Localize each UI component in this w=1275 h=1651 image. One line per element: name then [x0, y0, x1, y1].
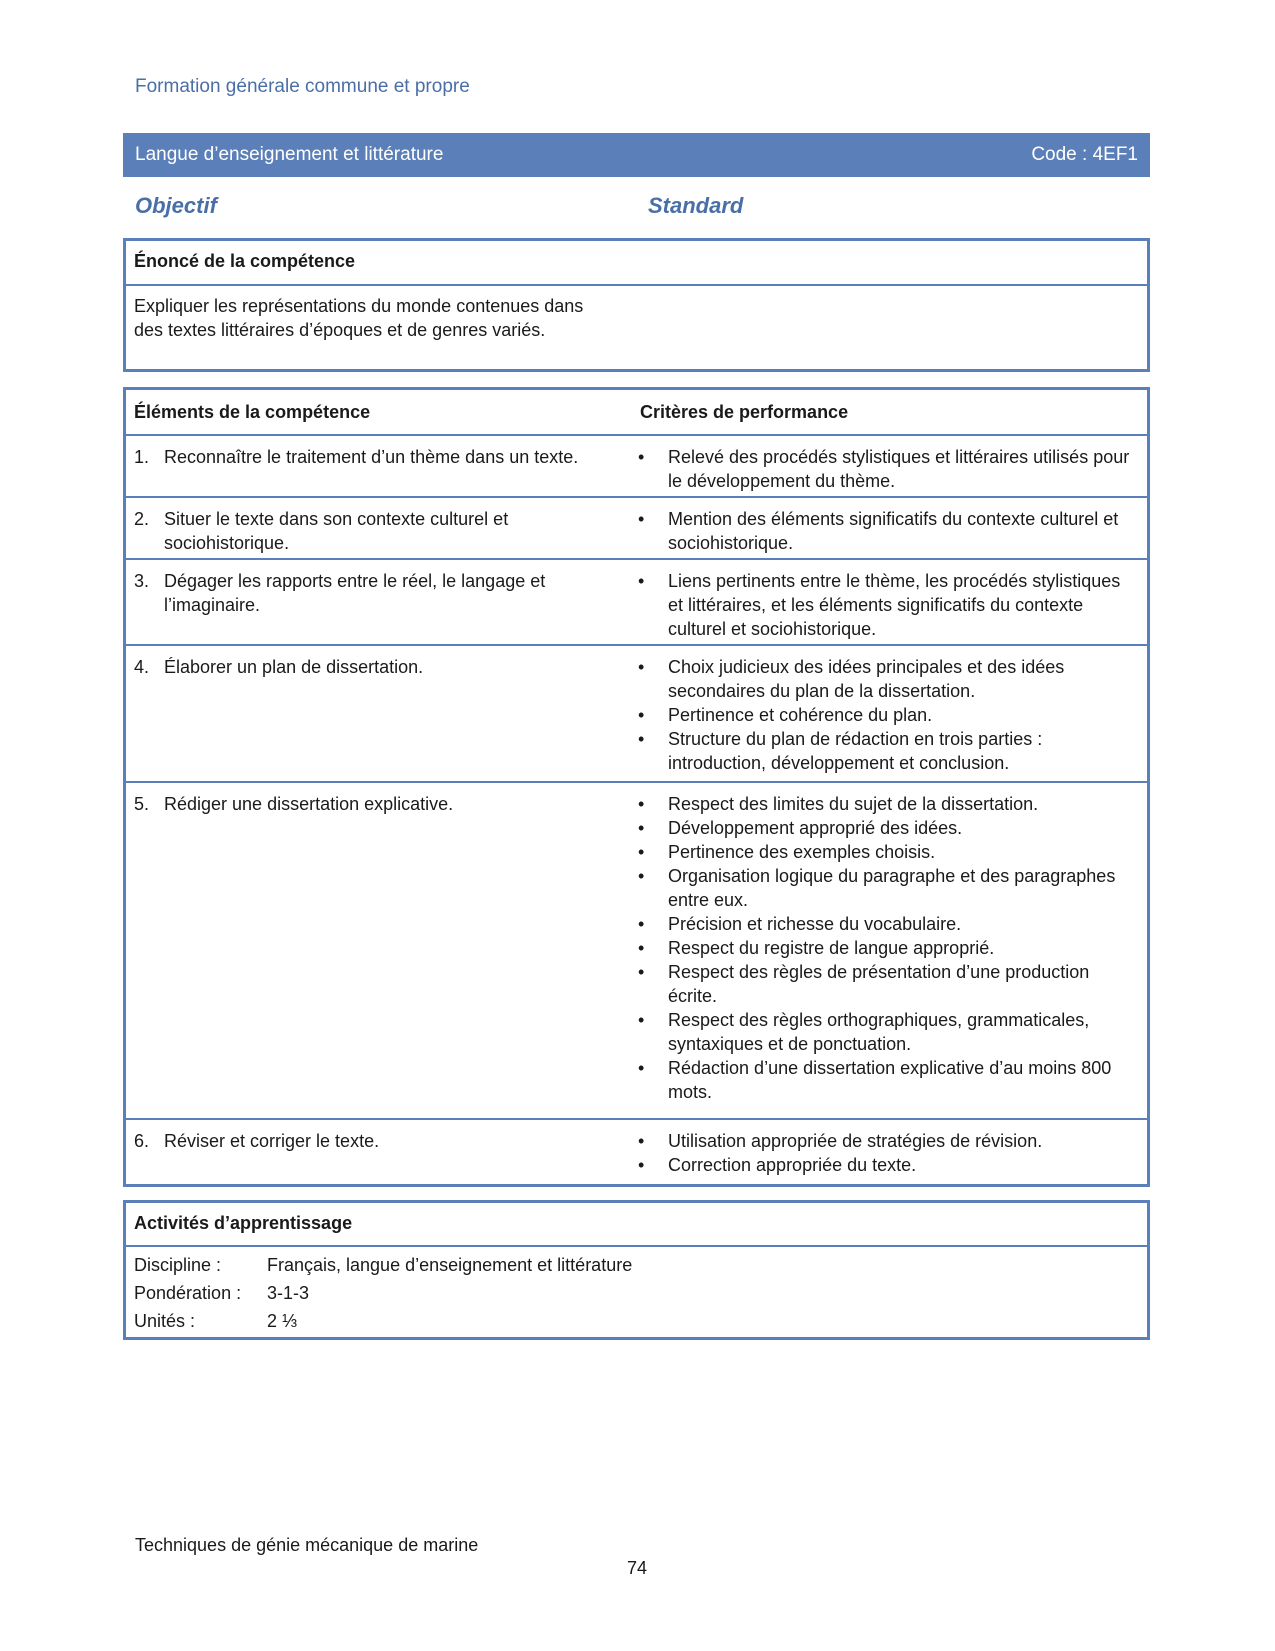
element-row — [126, 783, 1147, 1120]
element-row — [126, 646, 1147, 783]
bullet-icon: • — [638, 842, 645, 862]
criterion-text: Développement approprié des idées. — [668, 818, 963, 838]
activite-value: 3-1-3 — [267, 1283, 310, 1303]
bullet-icon: • — [638, 447, 645, 467]
criterion-item — [638, 1008, 1137, 1056]
criterion-item — [638, 569, 1137, 641]
criterion-text: Correction appropriée du texte. — [668, 1155, 917, 1175]
element-text: Réviser et corriger le texte. — [164, 1131, 380, 1151]
element-number: 1. — [134, 447, 150, 467]
page-header: Formation générale commune et propre — [135, 76, 470, 97]
bullet-icon: • — [638, 794, 645, 814]
criterion-item — [638, 912, 1137, 936]
objectif-label: Objectif — [135, 193, 217, 218]
element-row — [126, 436, 1147, 498]
element-row — [126, 560, 1147, 646]
elements-heading: Éléments de la compétence — [134, 401, 371, 422]
activite-line — [126, 1307, 1147, 1335]
criteria-cell — [638, 560, 1147, 644]
criterion-text: Relevé des procédés stylistiques et littéraires utilisés pour le développement du thème. — [668, 447, 1130, 491]
criterion-text: Utilisation appropriée de stratégies de révision. — [668, 1131, 1043, 1151]
enonce-box — [123, 238, 1150, 372]
bullet-icon: • — [638, 818, 645, 838]
element-number: 2. — [134, 509, 150, 529]
element-number: 3. — [134, 571, 150, 591]
criterion-item — [638, 1129, 1137, 1153]
bullet-icon: • — [638, 938, 645, 958]
criterion-item — [638, 936, 1137, 960]
activite-key: Unités : — [134, 1311, 196, 1331]
criterion-text: Pertinence des exemples choisis. — [668, 842, 936, 862]
element-cell — [126, 560, 638, 644]
page-number: 74 — [627, 1558, 648, 1578]
criteria-cell — [638, 436, 1147, 496]
course-code: Code : 4EF1 — [1031, 144, 1138, 165]
element-number: 5. — [134, 794, 150, 814]
criterion-item — [638, 816, 1137, 840]
criterion-text: Pertinence et cohérence du plan. — [668, 705, 933, 725]
criterion-item — [638, 1153, 1137, 1177]
criterion-item — [638, 703, 1137, 727]
criteria-cell — [638, 1120, 1147, 1182]
activite-value: Français, langue d’enseignement et littérature — [267, 1255, 633, 1275]
criterion-text: Liens pertinents entre le thème, les procédés stylistiques et littéraires, et les éléments significatifs du contexte culturel et sociohistorique. — [668, 571, 1121, 639]
criterion-text: Respect des règles orthographiques, grammaticales, syntaxiques et de ponctuation. — [668, 1010, 1090, 1054]
activites-heading: Activités d’apprentissage — [126, 1203, 1147, 1247]
element-text: Dégager les rapports entre le réel, le langage et l’imaginaire. — [164, 571, 546, 615]
bullet-icon: • — [638, 705, 645, 725]
element-number: 4. — [134, 657, 150, 677]
criterion-item — [638, 1056, 1137, 1104]
bullet-icon: • — [638, 1010, 645, 1030]
bullet-icon: • — [638, 657, 645, 677]
activite-line — [126, 1251, 1147, 1279]
element-number: 6. — [134, 1131, 150, 1151]
element-cell — [126, 498, 638, 558]
bullet-icon: • — [638, 1155, 645, 1175]
bullet-icon: • — [638, 914, 645, 934]
footer-program: Techniques de génie mécanique de marine — [135, 1535, 479, 1555]
element-cell — [126, 646, 638, 781]
element-text: Élaborer un plan de dissertation. — [164, 657, 424, 677]
activite-line — [126, 1279, 1147, 1307]
criterion-text: Précision et richesse du vocabulaire. — [668, 914, 962, 934]
criterion-text: Respect des règles de présentation d’une production écrite. — [668, 962, 1090, 1006]
bullet-icon: • — [638, 509, 645, 529]
criteria-cell — [638, 646, 1147, 781]
enonce-text: Expliquer les représentations du monde contenues dans des textes littéraires d’époques et de genres variés. — [134, 296, 584, 340]
bullet-icon: • — [638, 1058, 645, 1078]
criterion-text: Rédaction d’une dissertation explicative d’au moins 800 mots. — [668, 1058, 1112, 1102]
criteria-cell — [638, 498, 1147, 558]
criterion-item — [638, 655, 1137, 703]
bullet-icon: • — [638, 962, 645, 982]
standard-label: Standard — [648, 193, 744, 218]
criteres-heading: Critères de performance — [640, 401, 849, 422]
activite-key: Discipline : — [134, 1255, 222, 1275]
element-text: Reconnaître le traitement d’un thème dans un texte. — [164, 447, 579, 467]
criterion-text: Structure du plan de rédaction en trois parties : introduction, développement et conclusion. — [668, 729, 1043, 773]
bullet-icon: • — [638, 729, 645, 749]
criterion-item — [638, 864, 1137, 912]
elements-header-row — [126, 390, 1147, 436]
criterion-item — [638, 727, 1137, 775]
bullet-icon: • — [638, 866, 645, 886]
bullet-icon: • — [638, 571, 645, 591]
activite-key: Pondération : — [134, 1283, 242, 1303]
element-text: Rédiger une dissertation explicative. — [164, 794, 454, 814]
course-title: Langue d’enseignement et littérature — [135, 144, 444, 165]
criterion-item — [638, 840, 1137, 864]
criterion-item — [638, 507, 1137, 555]
criterion-text: Choix judicieux des idées principales et des idées secondaires du plan de la dissertation. — [668, 657, 1065, 701]
criterion-text: Respect du registre de langue approprié. — [668, 938, 995, 958]
element-cell — [126, 783, 638, 1118]
element-row — [126, 1120, 1147, 1182]
criterion-text: Mention des éléments significatifs du contexte culturel et sociohistorique. — [668, 509, 1119, 553]
course-banner — [123, 133, 1150, 177]
element-cell — [126, 1120, 638, 1182]
element-row — [126, 498, 1147, 560]
element-cell — [126, 436, 638, 496]
activite-value: 2 ⅓ — [267, 1311, 298, 1331]
criterion-item — [638, 960, 1137, 1008]
criterion-item — [638, 445, 1137, 493]
elements-table — [123, 387, 1150, 1187]
element-text: Situer le texte dans son contexte culturel et sociohistorique. — [164, 509, 509, 553]
bullet-icon: • — [638, 1131, 645, 1151]
criterion-text: Respect des limites du sujet de la dissertation. — [668, 794, 1039, 814]
activites-box — [123, 1200, 1150, 1340]
criterion-item — [638, 792, 1137, 816]
enonce-heading: Énoncé de la compétence — [126, 241, 1147, 286]
criterion-text: Organisation logique du paragraphe et des paragraphes entre eux. — [668, 866, 1116, 910]
criteria-cell — [638, 783, 1147, 1118]
